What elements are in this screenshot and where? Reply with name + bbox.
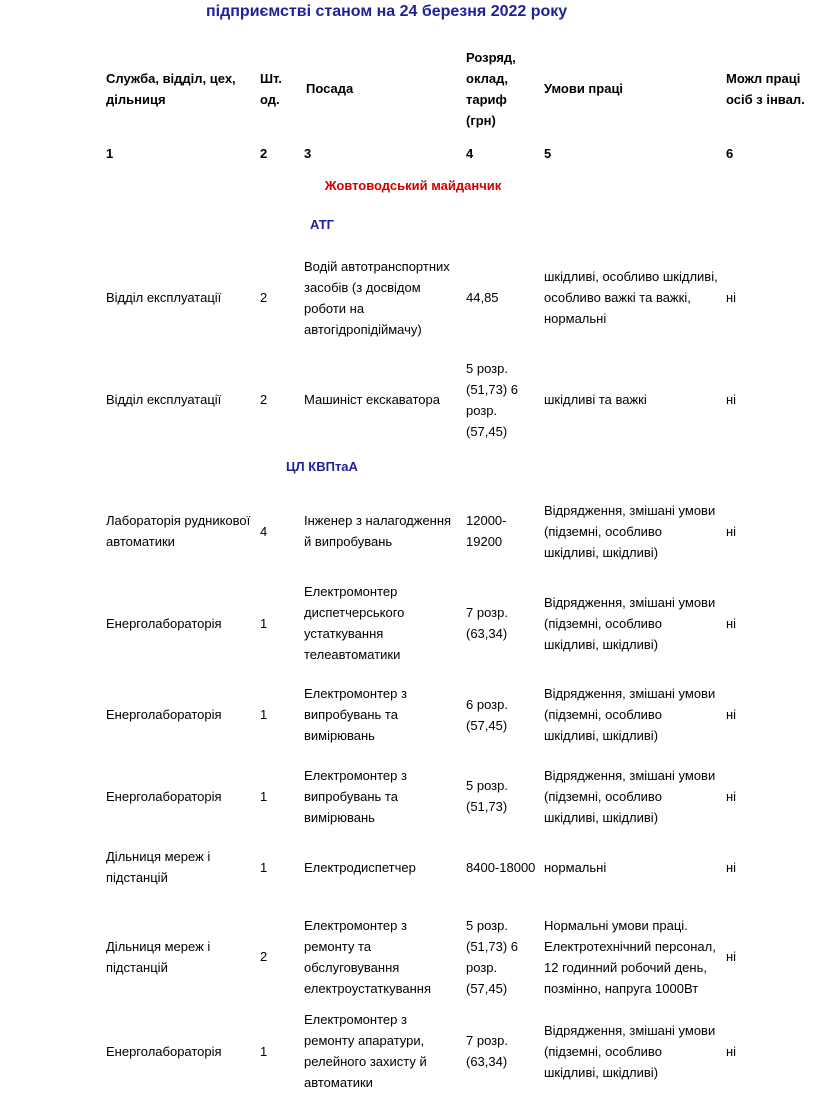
disabled-cell: ні xyxy=(726,707,737,722)
count-cell: 1 xyxy=(260,1043,268,1059)
page-title: підприємстві станом на 24 березня 2022 року xyxy=(206,3,568,20)
position-cell: Машиніст екскаватора xyxy=(304,392,440,407)
unit-cell: Енерголабораторія xyxy=(106,707,222,722)
column-header-grade: Розряд, оклад, тариф (грн) xyxy=(466,49,516,128)
grade-cell: 5 розр. (51,73) 6 розр. (57,45) xyxy=(466,360,519,439)
position-cell: Електродиспетчер xyxy=(304,859,416,875)
conditions-cell: Відрядження, змішані умови (підземні, особливо шкідливі, шкідливі) xyxy=(544,1022,716,1080)
count-cell: 1 xyxy=(260,788,268,804)
grade-cell: 6 розр. (57,45) xyxy=(466,696,508,733)
count-cell: 2 xyxy=(260,290,268,305)
conditions-cell: шкідливі, особливо шкідливі, особливо важкі та важкі, нормальні xyxy=(544,269,718,326)
count-cell: 1 xyxy=(260,707,268,722)
position-cell: Електромонтер з ремонту та обслуговування електроустаткування xyxy=(304,917,431,996)
position-cell: Інженер з налагодження й випробувань xyxy=(304,513,452,549)
grade-cell: 44,85 xyxy=(466,290,499,305)
conditions-cell: Відрядження, змішані умови (підземні, особливо шкідливі, шкідливі) xyxy=(544,767,716,825)
column-number: 6 xyxy=(726,146,734,161)
site-row xyxy=(103,168,833,203)
column-header-count: Шт. од. xyxy=(260,70,282,107)
column-number: 2 xyxy=(260,146,268,161)
column-number-row xyxy=(103,139,833,168)
grade-cell: 7 розр. (63,34) xyxy=(466,605,508,641)
grade-cell: 8400-18000 xyxy=(466,859,536,875)
table-row xyxy=(103,350,833,449)
disabled-cell: ні xyxy=(726,788,737,804)
table-row xyxy=(103,904,833,1009)
column-number: 1 xyxy=(106,146,114,161)
conditions-cell: Відрядження, змішані умови (підземні, особливо шкідливі, шкідливі) xyxy=(544,594,716,652)
column-header-conditions: Умови праці xyxy=(544,81,624,96)
table-header-row xyxy=(103,38,833,139)
conditions-cell: нормальні xyxy=(544,859,607,875)
table-row xyxy=(103,483,833,579)
table-row xyxy=(103,1009,833,1093)
table-row xyxy=(103,245,833,350)
disabled-cell: ні xyxy=(726,290,737,305)
unit-cell: Енерголабораторія xyxy=(106,788,222,804)
column-header-unit: Служба, відділ, цех, дільниця xyxy=(106,70,236,107)
column-header-position: Посада xyxy=(306,81,354,96)
conditions-cell: Нормальні умови праці. Електротехнічний персонал, 12 годинний робочий день, позмінно, напруга 1000Вт xyxy=(544,917,716,996)
disabled-cell: ні xyxy=(726,1043,737,1059)
unit-cell: Енерголабораторія xyxy=(106,615,222,631)
column-header-disabled: Можл праці осіб з інвал. xyxy=(726,70,805,107)
grade-cell: 5 розр. (51,73) 6 розр. (57,45) xyxy=(466,917,519,996)
position-cell: Електромонтер з випробувань та вимірювань xyxy=(304,767,407,825)
grade-cell: 5 розр. (51,73) xyxy=(466,778,508,814)
section-row xyxy=(103,449,833,483)
section-title: АТГ xyxy=(309,216,335,232)
unit-cell: Дільниця мереж і підстанцій xyxy=(106,938,211,975)
count-cell: 2 xyxy=(260,949,268,964)
section-row xyxy=(103,203,833,245)
column-number: 5 xyxy=(544,146,552,161)
column-number: 4 xyxy=(466,146,474,161)
vacancies-table xyxy=(103,38,833,1093)
conditions-cell: шкідливі та важкі xyxy=(544,392,647,407)
count-cell: 1 xyxy=(260,615,268,631)
disabled-cell: ні xyxy=(726,615,737,631)
table-row xyxy=(103,667,833,762)
disabled-cell: ні xyxy=(726,859,737,875)
position-cell: Електромонтер з ремонту апаратури, релейного захисту й автоматики xyxy=(304,1012,427,1090)
position-cell: Електромонтер диспетчерського устаткування телеавтоматики xyxy=(304,584,405,662)
grade-cell: 7 розр. (63,34) xyxy=(466,1033,508,1069)
position-cell: Водій автотранспортних засобів (з досвідом роботи на автогідропідіймачу) xyxy=(304,258,450,337)
table-row xyxy=(103,830,833,904)
count-cell: 4 xyxy=(260,523,268,539)
count-cell: 1 xyxy=(260,859,268,875)
disabled-cell: ні xyxy=(726,392,737,407)
unit-cell: Відділ експлуатації xyxy=(106,290,222,305)
unit-cell: Енерголабораторія xyxy=(106,1043,222,1059)
count-cell: 2 xyxy=(260,392,268,407)
conditions-cell: Відрядження, змішані умови (підземні, особливо шкідливі, шкідливі) xyxy=(544,502,716,560)
unit-cell: Відділ експлуатації xyxy=(106,392,222,407)
unit-cell: Лабораторія рудникової автоматики xyxy=(106,513,251,549)
table-row xyxy=(103,762,833,830)
site-title: Жовтоводський майданчик xyxy=(324,178,502,193)
table-row xyxy=(103,579,833,667)
disabled-cell: ні xyxy=(726,523,737,539)
section-title: ЦЛ КВПтаА xyxy=(286,458,358,474)
position-cell: Електромонтер з випробувань та вимірювань xyxy=(304,686,407,743)
unit-cell: Дільниця мереж і підстанцій xyxy=(106,849,211,885)
disabled-cell: ні xyxy=(726,949,737,964)
grade-cell: 12000-19200 xyxy=(466,513,507,549)
column-number: 3 xyxy=(304,146,312,161)
conditions-cell: Відрядження, змішані умови (підземні, особливо шкідливі, шкідливі) xyxy=(544,686,716,743)
